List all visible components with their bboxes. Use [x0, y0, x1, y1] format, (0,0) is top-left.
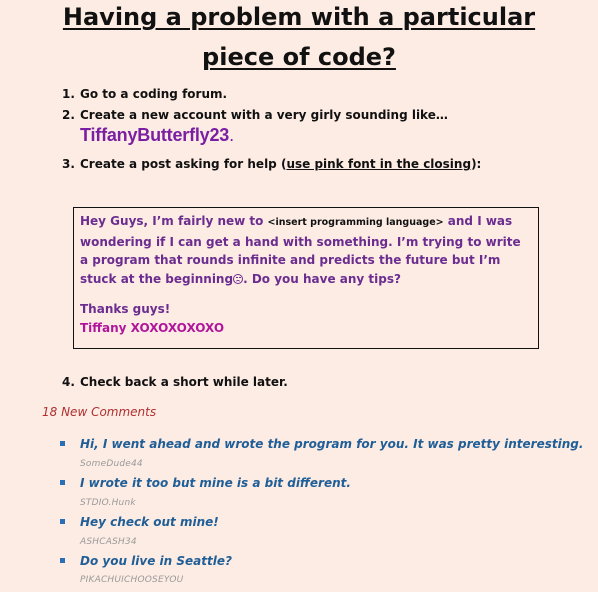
step-text: Create a new account with a very girly sounding like…	[80, 108, 448, 122]
title-line-2: piece of code?	[202, 43, 396, 71]
step-text: Go to a coding forum.	[80, 87, 228, 101]
post-signature: Tiffany XOXOXOXOXO	[80, 320, 225, 335]
step-number: 4.	[62, 375, 75, 389]
bullet-icon	[60, 441, 65, 446]
step-text-underlined: use pink font in the closing	[286, 157, 472, 171]
comment-author: ASHCASH34	[80, 537, 137, 547]
comment-author: STDIO.Hunk	[80, 498, 136, 508]
username-dot: .	[229, 125, 234, 145]
username-text: TiffanyButterfly23	[80, 125, 230, 145]
comment-text: I wrote it too but mine is a bit different.	[80, 476, 351, 490]
comment-author: PIKACHUICHOOSEYOU	[80, 575, 184, 585]
post-body	[80, 212, 532, 288]
comment-text: Do you live in Seattle?	[80, 554, 232, 568]
bullet-icon	[60, 558, 65, 563]
page-title	[0, 0, 598, 77]
sad-face-icon	[233, 274, 243, 284]
post-text-2: and I was wondering if I can get a hand with something. I’m trying to write a program that rounds infinite and predicts the future but I’m stuck at the beginning	[80, 214, 521, 286]
step-text: Check back a short while later.	[80, 375, 288, 389]
step-number: 1.	[62, 87, 75, 101]
post-text-3: . Do you have any tips?	[243, 271, 401, 286]
example-username	[80, 125, 234, 146]
comments-header: 18 New Comments	[42, 405, 157, 419]
step-text-after: ):	[471, 157, 482, 171]
step-number: 2.	[62, 108, 75, 122]
comment-text: Hi, I went ahead and wrote the program for you. It was pretty interesting.	[80, 437, 584, 451]
bullet-icon	[60, 480, 65, 485]
comment-text: Hey check out mine!	[80, 515, 219, 529]
post-text-1: Hey Guys, I’m fairly new to	[80, 214, 268, 228]
bullet-icon	[60, 519, 65, 524]
title-line-1: Having a problem with a particular	[62, 3, 536, 31]
post-insert-placeholder: <insert programming language>	[267, 217, 444, 228]
post-thanks: Thanks guys!	[80, 302, 171, 316]
step-text	[80, 157, 481, 171]
step-number: 3.	[62, 157, 75, 171]
comment-author: SomeDude44	[80, 459, 143, 469]
example-post	[73, 207, 539, 349]
step-text-before: Create a post asking for help (	[80, 157, 287, 171]
